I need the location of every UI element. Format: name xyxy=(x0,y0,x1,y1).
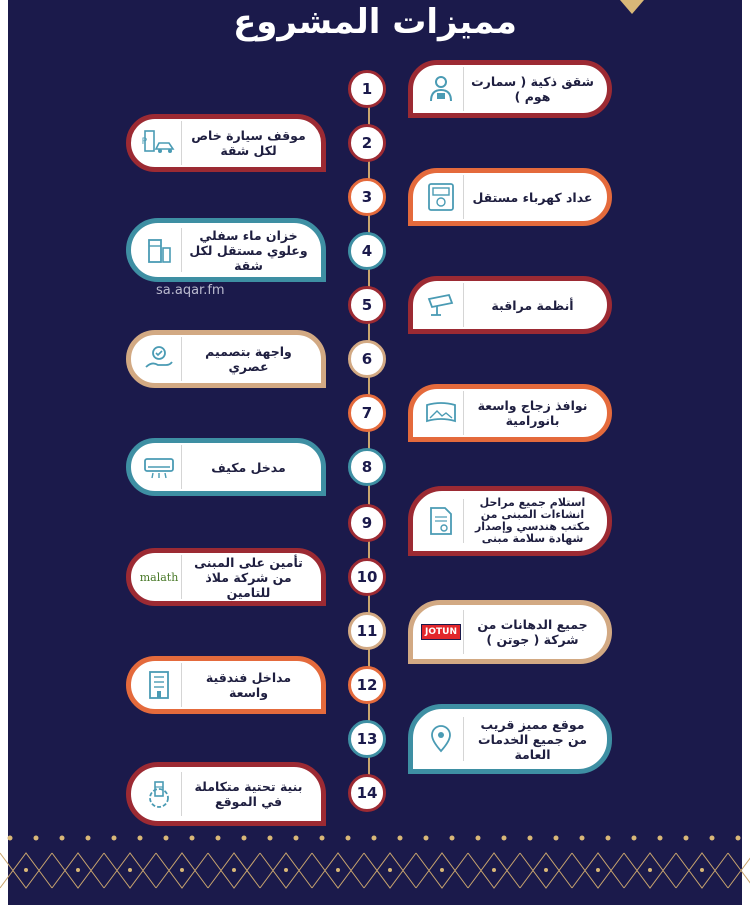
right-border xyxy=(742,0,750,905)
feature-number-14: 14 xyxy=(348,774,386,812)
location-pin-icon xyxy=(419,717,464,761)
decor-dot xyxy=(606,836,611,841)
decor-dot xyxy=(76,868,80,872)
feature-card-8 xyxy=(126,438,326,496)
decor-dot xyxy=(294,836,299,841)
malath-logo-text: malath xyxy=(139,570,179,584)
decor-dot xyxy=(476,836,481,841)
decor-dot xyxy=(284,868,288,872)
hotel-building-icon xyxy=(137,663,182,707)
feature-number-2: 2 xyxy=(348,124,386,162)
decor-dot xyxy=(440,868,444,872)
decor-dot xyxy=(24,868,28,872)
decor-dot xyxy=(180,868,184,872)
air-conditioner-icon xyxy=(137,445,182,489)
feature-card-14 xyxy=(126,762,326,826)
feature-text: مدخل مكيف xyxy=(211,459,286,475)
feature-text: خزان ماء سفلي وعلوي مستقل لكل شقة xyxy=(189,227,308,273)
decor-dot xyxy=(632,836,637,841)
decor-dot xyxy=(398,836,403,841)
decor-dot xyxy=(242,836,247,841)
smart-home-user-icon xyxy=(419,67,464,111)
feature-card-2 xyxy=(126,114,326,172)
decor-dot xyxy=(190,836,195,841)
decor-dot xyxy=(700,868,704,872)
decor-dot xyxy=(216,836,221,841)
feature-text: استلام جميع مراحل انشاءات المبنى من مكتب هندسي وإصدار شهادة سلامة مبنى xyxy=(474,496,591,545)
decor-dot xyxy=(528,836,533,841)
decor-dot xyxy=(502,836,507,841)
feature-number-7: 7 xyxy=(348,394,386,432)
decor-lattice xyxy=(728,853,750,888)
feature-card-11 xyxy=(408,600,612,664)
feature-number-3: 3 xyxy=(348,178,386,216)
feature-card-1 xyxy=(408,60,612,118)
decor-dot xyxy=(684,836,689,841)
decor-dot xyxy=(580,836,585,841)
decor-dot xyxy=(320,836,325,841)
feature-text: عداد كهرباء مستقل xyxy=(472,189,593,205)
feature-text: بنية تحتية متكاملة في الموقع xyxy=(194,779,303,809)
feature-number-5: 5 xyxy=(348,286,386,324)
feature-number-12: 12 xyxy=(348,666,386,704)
left-border xyxy=(0,0,8,905)
feature-text: موقف سيارة خاص لكل شقة xyxy=(191,128,306,158)
feature-card-3 xyxy=(408,168,612,226)
feature-card-5 xyxy=(408,276,612,334)
decor-dot xyxy=(450,836,455,841)
decor-dot xyxy=(658,836,663,841)
feature-number-8: 8 xyxy=(348,448,386,486)
feature-text: جميع الدهانات من شركة ( جوتن ) xyxy=(477,617,588,647)
decor-dot xyxy=(492,868,496,872)
feature-number-6: 6 xyxy=(348,340,386,378)
decor-dot xyxy=(34,836,39,841)
feature-text: تأمين على المبنى من شركة ملاذ للتامين xyxy=(194,554,303,600)
decor-dot xyxy=(138,836,143,841)
malath-logo-icon xyxy=(137,555,182,599)
electric-meter-icon xyxy=(419,175,464,219)
decor-dot xyxy=(128,868,132,872)
water-tank-icon xyxy=(137,228,182,272)
decor-dot xyxy=(372,836,377,841)
feature-text: نوافذ زجاج واسعة بانورامية xyxy=(477,398,588,428)
page-title: مميزات المشروع xyxy=(233,2,517,42)
feature-text: أنظمة مراقبة xyxy=(491,297,574,313)
decor-dot xyxy=(710,836,715,841)
feature-text: واجهة بتصميم عصري xyxy=(205,344,292,374)
parking-car-icon xyxy=(137,121,182,165)
decor-dot xyxy=(336,868,340,872)
security-camera-icon xyxy=(419,283,464,327)
decor-dot xyxy=(544,868,548,872)
decor-dot xyxy=(388,868,392,872)
feature-number-4: 4 xyxy=(348,232,386,270)
decor-dot xyxy=(268,836,273,841)
feature-text: شقق ذكية ( سمارت هوم ) xyxy=(471,74,594,104)
feature-text: مداخل فندقية واسعة xyxy=(205,670,292,700)
feature-card-9 xyxy=(408,486,612,556)
decor-dot xyxy=(554,836,559,841)
feature-card-13 xyxy=(408,704,612,774)
jotun-logo-icon xyxy=(419,610,464,654)
feature-number-11: 11 xyxy=(348,612,386,650)
feature-number-13: 13 xyxy=(348,720,386,758)
feature-card-4 xyxy=(126,218,326,282)
decor-dot xyxy=(164,836,169,841)
feature-number-9: 9 xyxy=(348,504,386,542)
decor-dot xyxy=(232,868,236,872)
decor-dot xyxy=(346,836,351,841)
infrastructure-gear-icon xyxy=(137,772,182,816)
jotun-logo-text: JOTUN xyxy=(421,624,461,640)
decorative-pattern xyxy=(0,828,750,905)
feature-card-6 xyxy=(126,330,326,388)
decor-dot xyxy=(596,868,600,872)
feature-number-10: 10 xyxy=(348,558,386,596)
svg-text:P: P xyxy=(141,137,147,147)
decor-dot xyxy=(424,836,429,841)
modern-design-hand-icon xyxy=(137,337,182,381)
panorama-window-icon xyxy=(419,391,464,435)
feature-text: موقع مميز قريب من جميع الخدمات العامة xyxy=(478,716,587,762)
certificate-document-icon xyxy=(419,499,464,543)
decor-dot xyxy=(8,836,13,841)
watermark: sa.aqar.fm xyxy=(156,283,225,298)
feature-card-10 xyxy=(126,548,326,606)
decor-dot xyxy=(60,836,65,841)
decor-dot xyxy=(112,836,117,841)
feature-number-1: 1 xyxy=(348,70,386,108)
decor-dot xyxy=(648,868,652,872)
feature-card-12 xyxy=(126,656,326,714)
feature-card-7 xyxy=(408,384,612,442)
decor-dot xyxy=(736,836,741,841)
decor-dot xyxy=(86,836,91,841)
